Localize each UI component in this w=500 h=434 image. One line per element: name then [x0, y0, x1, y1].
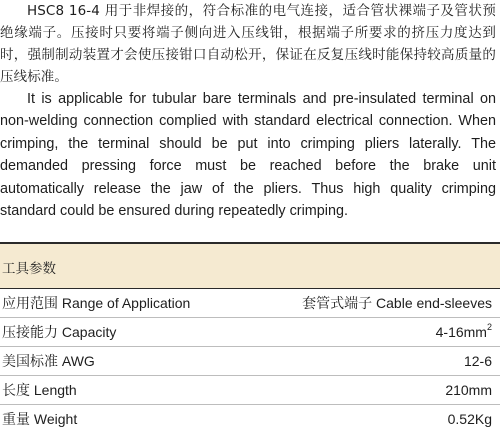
- spec-table: [0, 242, 500, 434]
- spec-value-weight: 0.52Kg: [447, 411, 492, 427]
- spec-row-awg: [0, 347, 500, 376]
- spec-table-header: 工具参数: [0, 244, 500, 289]
- spec-label-weight: 重量 Weight: [2, 411, 78, 427]
- spec-row-application: [0, 289, 500, 318]
- spec-label-length: 长度 Length: [2, 382, 77, 398]
- spec-row-capacity: [0, 318, 500, 347]
- spec-row-length: [0, 376, 500, 405]
- spec-label-awg: 美国标准 AWG: [2, 353, 95, 369]
- description-chinese: HSC8 16-4 用于非焊接的，符合标准的电气连接，适合管状裸端子及管状预绝缘端子。压接时只要将端子侧向进入压线钳，根据端子所要求的挤压力度达到时，强制制动装置才会使压接钳口自动松开，保证在反复压线时能保持较高质量的压线标准。: [0, 3, 496, 85]
- spec-value-capacity-superscript: 2: [486, 322, 492, 333]
- spec-value-awg: 12-6: [463, 353, 492, 369]
- spec-row-weight: [0, 405, 500, 434]
- spec-value-capacity-text: 4-16mm: [435, 324, 487, 340]
- spec-value-length: 210mm: [445, 382, 492, 398]
- description-english: It is applicable for tubular bare terminals and pre-insulated terminal on non-welding connection complied with standard electrical connection. When crimping, the terminal should be put into crimping pliers laterally. The demanded pressing force must be reached before the brake unit automatically release the jaw of the pliers. Thus high quality crimping standard could be ensured during repeatedly crimping.: [0, 91, 496, 220]
- spec-value-application: 套管式端子 Cable end-sleeves: [302, 295, 492, 311]
- spec-label-capacity: 压接能力 Capacity: [2, 324, 117, 340]
- spec-value-capacity: [436, 318, 492, 346]
- spec-label-application: 应用范围 Range of Application: [2, 295, 191, 311]
